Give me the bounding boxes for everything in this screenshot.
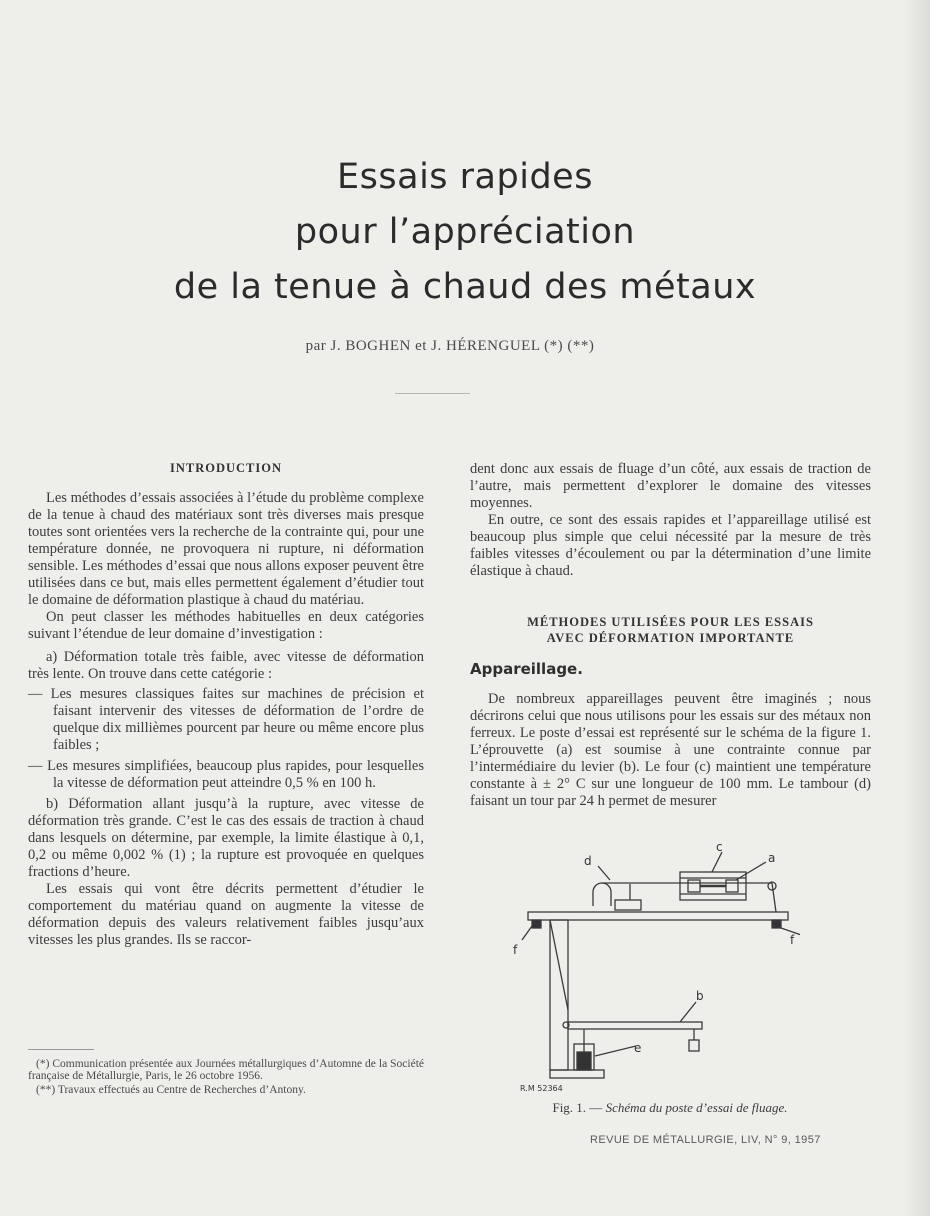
- figure-ref-number: R.M 52364: [520, 1084, 563, 1093]
- drum-d: [593, 883, 611, 906]
- leader-d: [598, 866, 610, 880]
- paragraph: En outre, ce sont des essais rapides et l’appareillage utilisé est beaucoup plus simple que celui nécessité par la mesure de très faibles vitesses d’écoulement ou par la détermination d’une limite élastique à chaud.: [470, 512, 871, 579]
- recorder: [615, 900, 641, 910]
- specimen-grip: [726, 880, 738, 892]
- footnote: (*) Communication présentée aux Journées métallurgiques d’Automne de la Société française de Métallurgie, Paris, le 26 octobre 1956.: [28, 1058, 424, 1082]
- paragraph: Les méthodes d’essais associées à l’étude du problème complexe de la tenue à chaud des matériaux sont très diverses mais presque toutes sont orientées vers la recherche de la contrainte qui, pour une température donnée, ne provoquera ni rupture, ni déformation sensible. Les méthodes d’essai que nous allons exposer peuvent être utilisées dans ce but, mais elles permettent également d’étudier tout le domaine de déformation plastique à chaud du matériau.: [28, 490, 424, 608]
- left-column: [28, 460, 424, 949]
- subheading-appareillage: Appareillage.: [470, 660, 583, 678]
- journal-footer: REVUE DE MÉTALLURGIE, LIV, N° 9, 1957: [590, 1134, 821, 1146]
- leader-f-left: [522, 926, 532, 940]
- paragraph: a) Déformation totale très faible, avec vitesse de déformation très lente. On trouve dans cette catégorie :: [28, 649, 424, 682]
- label-e: e: [634, 1041, 642, 1055]
- authors-line: par J. BOGHEN et J. HÉRENGUEL (*) (**): [305, 338, 595, 354]
- footnote: (**) Travaux effectués au Centre de Recherches d’Antony.: [36, 1084, 306, 1096]
- section-heading-introduction: INTRODUCTION: [169, 461, 282, 475]
- section-heading-line: MÉTHODES UTILISÉES POUR LES ESSAIS: [527, 615, 814, 629]
- label-c: c: [716, 840, 723, 854]
- leader-c: [712, 852, 722, 872]
- page-edge-shadow: [904, 0, 930, 1216]
- table-top: [528, 912, 788, 920]
- foot-right: [772, 920, 781, 928]
- label-b: b: [696, 989, 704, 1003]
- weight: [689, 1040, 699, 1051]
- right-column: [470, 461, 871, 810]
- label-d: d: [584, 854, 592, 868]
- foot-left: [532, 920, 541, 928]
- section-heading-line: AVEC DÉFORMATION IMPORTANTE: [546, 631, 795, 645]
- caption-prefix: Fig. 1. —: [552, 1100, 603, 1115]
- leader-e: [595, 1046, 636, 1056]
- title-line-3: de la tenue à chaud des métaux: [173, 267, 757, 307]
- paragraph: Les essais qui vont être décrits permettent d’étudier le comportement du matériau quand on augmente la vitesse de déformation depuis des valeurs relativement faibles jusqu’aux vitesses les plus grandes. Ils se raccor-: [28, 881, 424, 948]
- section-heading-methods: [470, 614, 871, 646]
- figure-1-schematic: [500, 840, 800, 1100]
- footnotes: [28, 1058, 424, 1098]
- paragraph: De nombreux appareillages peuvent être imaginés ; nous décrirons celui que nous utilisons pour les essais sur des métaux non ferreux. Le poste d’essai est représenté sur le schéma de la figure 1. L’éprouvette (a) est soumise à une contrainte connue par l’intermédiaire du levier (b). Le four (c) maintient une température constante à ± 2° C sur une longueur de 100 mm. Le tambour (d) faisant un tour par 24 h permet de mesurer: [470, 691, 871, 809]
- specimen-grip: [688, 880, 700, 892]
- figure-caption: [470, 1100, 870, 1116]
- label-f-left: f: [513, 943, 518, 957]
- leader-b: [680, 1002, 696, 1022]
- label-a: a: [768, 851, 776, 865]
- paragraph: b) Déformation allant jusqu’à la rupture, avec vitesse de déformation très grande. C’est le cas des essais de traction à chaud dans lesquels on détermine, par exemple, la limite élastique à 0,1, 0,2 ou même 0,002 % (1) ; la rupture est provoquée en quelques fractions d’heure.: [28, 796, 424, 880]
- title-line-2: pour l’appréciation: [294, 212, 636, 252]
- leader-a: [736, 862, 766, 880]
- title-divider: [395, 393, 470, 394]
- brace: [550, 920, 568, 1010]
- article-title: [0, 150, 930, 315]
- paragraph: dent donc aux essais de fluage d’un côté, aux essais de traction de l’autre, mais permettent d’explorer le domaine des vitesses moyennes.: [470, 461, 871, 511]
- dash-item: — Les mesures simplifiées, beaucoup plus rapides, pour lesquelles la vitesse de déformation peut atteindre 0,5 % en 100 h.: [28, 758, 424, 791]
- lever-b: [568, 1022, 702, 1029]
- caption-text: Schéma du poste d’essai de fluage.: [605, 1100, 788, 1115]
- paragraph: On peut classer les méthodes habituelles en deux catégories suivant l’étendue de leur domaine d’investigation :: [28, 609, 424, 642]
- title-line-1: Essais rapides: [337, 157, 593, 197]
- base: [550, 1070, 604, 1078]
- dash-item: — Les mesures classiques faites sur machines de précision et faisant intervenir des vitesses de déformation de l’ordre de quelque dix millièmes pourcent par heure ou même encore plus faibles ;: [28, 686, 424, 753]
- dashpot-fluid: [577, 1052, 591, 1070]
- footnote-divider: [28, 1049, 94, 1050]
- label-f-right: f: [790, 933, 795, 947]
